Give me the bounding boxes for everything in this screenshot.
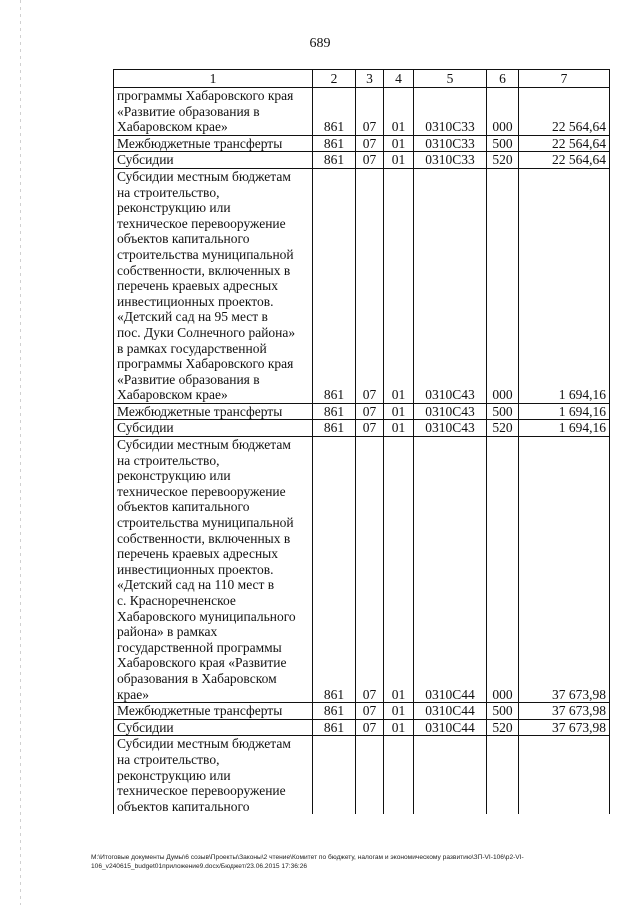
expense-type-cell: 000 [487,437,519,703]
amount-cell: 22 564,64 [519,152,610,169]
expense-type-cell: 500 [487,703,519,720]
expense-name-line: Хабаровского муниципального [117,608,296,624]
expense-name-line: Субсидии местным бюджетам [117,168,291,184]
expense-name-line: на строительство, [117,184,220,200]
expense-name-line: собственности, включенных в [117,262,291,278]
subsection-code-cell: 01 [384,168,414,403]
section-code-cell: 07 [356,168,384,403]
header-cell: 7 [519,70,610,88]
amount-cell: 1 694,16 [519,403,610,420]
expense-name-line: «Развитие образования в [117,371,260,387]
header-cell: 2 [313,70,356,88]
subsection-code-cell: 01 [384,719,414,736]
footer-line: М:\Итоговые документы Думы\6 созыв\Проекты\Законы\2 чтение\Комитет по бюджету, налогам и экономическому развитию\ЗП-VI-106\р2-VI- [91,854,524,861]
expense-name-line: реконструкцию или [117,200,231,216]
expense-name-line: программы Хабаровского края [117,356,294,372]
expense-name-line: образования в Хабаровском [117,670,277,686]
expense-name-line: строительства муниципальной [117,246,294,262]
expense-type-cell: 500 [487,403,519,420]
expense-name-line: техническое перевооружение [117,483,286,499]
expense-name-line: Хабаровском крае» [117,119,228,135]
target-article-cell: 0310С33 [414,135,487,152]
header-cell: 3 [356,70,384,88]
ministry-code-cell: 861 [313,403,356,420]
expense-type-cell: 500 [487,135,519,152]
expense-name-line: Межбюджетные трансферты [117,703,283,719]
ministry-code-cell: 861 [313,152,356,169]
expense-name-line: района» в рамках [117,624,218,640]
expense-name-cell [114,152,313,169]
expense-name-line: Субсидии [117,420,174,436]
ministry-code-cell [313,736,356,814]
header-cell: 1 [114,70,313,88]
expense-name-line: «Развитие образования в [117,103,260,119]
ministry-code-cell: 861 [313,135,356,152]
expense-name-line: перечень краевых адресных [117,278,278,294]
page-number: 689 [309,36,331,51]
header-cell: 4 [384,70,414,88]
table-row [114,168,610,403]
amount-cell: 22 564,64 [519,135,610,152]
expense-name-line: перечень краевых адресных [117,546,278,562]
table-row [114,135,610,152]
expense-name-line: программы Хабаровского края [117,88,294,103]
target-article-cell: 0310С44 [414,703,487,720]
scan-edge-artifact [20,0,21,905]
expense-name-cell [114,135,313,152]
expense-name-line: «Детский сад на 110 мест в [117,577,275,593]
expense-name-cell [114,703,313,720]
expense-name-line: государственной программы [117,639,282,655]
expense-type-cell: 520 [487,420,519,437]
expense-type-cell: 000 [487,88,519,136]
file-path-footer [91,853,611,871]
table-row [114,703,610,720]
target-article-cell: 0310С33 [414,152,487,169]
expense-type-cell [487,736,519,814]
amount-cell: 1 694,16 [519,168,610,403]
target-article-cell: 0310С43 [414,420,487,437]
expense-name-line: Межбюджетные трансферты [117,135,283,151]
expense-name-line: Хабаровского края «Развитие [117,655,287,671]
header-cell: 6 [487,70,519,88]
amount-cell: 22 564,64 [519,88,610,136]
target-article-cell: 0310С43 [414,403,487,420]
subsection-code-cell: 01 [384,420,414,437]
expense-name-line: техническое перевооружение [117,783,286,799]
expense-name-line: объектов капитального [117,231,250,247]
subsection-code-cell: 01 [384,88,414,136]
subsection-code-cell: 01 [384,152,414,169]
expense-name-line: инвестиционных проектов. [117,561,274,577]
table-row [114,719,610,736]
ministry-code-cell: 861 [313,420,356,437]
subsection-code-cell: 01 [384,135,414,152]
target-article-cell [414,736,487,814]
section-code-cell: 07 [356,135,384,152]
expense-name-line: строительства муниципальной [117,515,294,531]
expense-name-line: объектов капитального [117,499,250,515]
table-row [114,420,610,437]
expense-name-line: Субсидии [117,152,174,168]
subsection-code-cell: 01 [384,703,414,720]
section-code-cell: 07 [356,403,384,420]
expense-name-line: в рамках государственной [117,340,267,356]
expense-name-line: на строительство, [117,751,220,767]
expense-name-line: «Детский сад на 95 мест в [117,309,268,325]
expense-name-line: Субсидии [117,719,174,735]
section-code-cell: 07 [356,88,384,136]
header-row [114,70,610,88]
header-cell: 5 [414,70,487,88]
expense-name-cell [114,403,313,420]
expense-name-line: техническое перевооружение [117,215,286,231]
expense-name-cell [114,88,313,136]
amount-cell: 37 673,98 [519,437,610,703]
amount-cell: 37 673,98 [519,703,610,720]
expense-name-line: Субсидии местным бюджетам [117,437,291,453]
table-row [114,403,610,420]
expense-name-line: на строительство, [117,452,220,468]
expense-name-line: собственности, включенных в [117,530,291,546]
target-article-cell: 0310С33 [414,88,487,136]
amount-cell: 37 673,98 [519,719,610,736]
table-row [114,437,610,703]
amount-cell: 1 694,16 [519,420,610,437]
expense-type-cell: 000 [487,168,519,403]
expense-name-line: Хабаровском крае» [117,387,228,403]
expense-type-cell: 520 [487,152,519,169]
section-code-cell: 07 [356,703,384,720]
ministry-code-cell: 861 [313,437,356,703]
expense-name-cell [114,719,313,736]
section-code-cell: 07 [356,437,384,703]
ministry-code-cell: 861 [313,719,356,736]
table-body [114,70,610,815]
ministry-code-cell: 861 [313,168,356,403]
expense-name-line: объектов капитального [117,798,250,814]
amount-cell [519,736,610,814]
table-row [114,152,610,169]
subsection-code-cell: 01 [384,437,414,703]
expense-name-cell [114,420,313,437]
expense-type-cell: 520 [487,719,519,736]
expense-name-line: Субсидии местным бюджетам [117,736,291,752]
expense-name-cell [114,168,313,403]
subsection-code-cell: 01 [384,403,414,420]
ministry-code-cell: 861 [313,703,356,720]
target-article-cell: 0310С44 [414,437,487,703]
section-code-cell: 07 [356,420,384,437]
ministry-code-cell: 861 [313,88,356,136]
footer-line: 106_v240615_budget01приложение9.docx/Бюджет/23.06.2015 17:36:26 [91,863,308,870]
expense-name-line: Межбюджетные трансферты [117,403,283,419]
target-article-cell: 0310С43 [414,168,487,403]
budget-table [113,69,610,814]
subsection-code-cell [384,736,414,814]
table-row [114,88,610,136]
section-code-cell [356,736,384,814]
section-code-cell: 07 [356,152,384,169]
expense-name-line: крае» [117,686,150,702]
expense-name-line: с. Красноречненское [117,593,236,608]
target-article-cell: 0310С44 [414,719,487,736]
expense-name-line: инвестиционных проектов. [117,293,274,309]
expense-name-cell [114,437,313,703]
expense-name-line: пос. Дуки Солнечного района» [117,324,296,340]
expense-name-line: реконструкцию или [117,767,231,783]
expense-name-cell [114,736,313,814]
section-code-cell: 07 [356,719,384,736]
expense-name-line: реконструкцию или [117,468,231,484]
table-row [114,736,610,814]
